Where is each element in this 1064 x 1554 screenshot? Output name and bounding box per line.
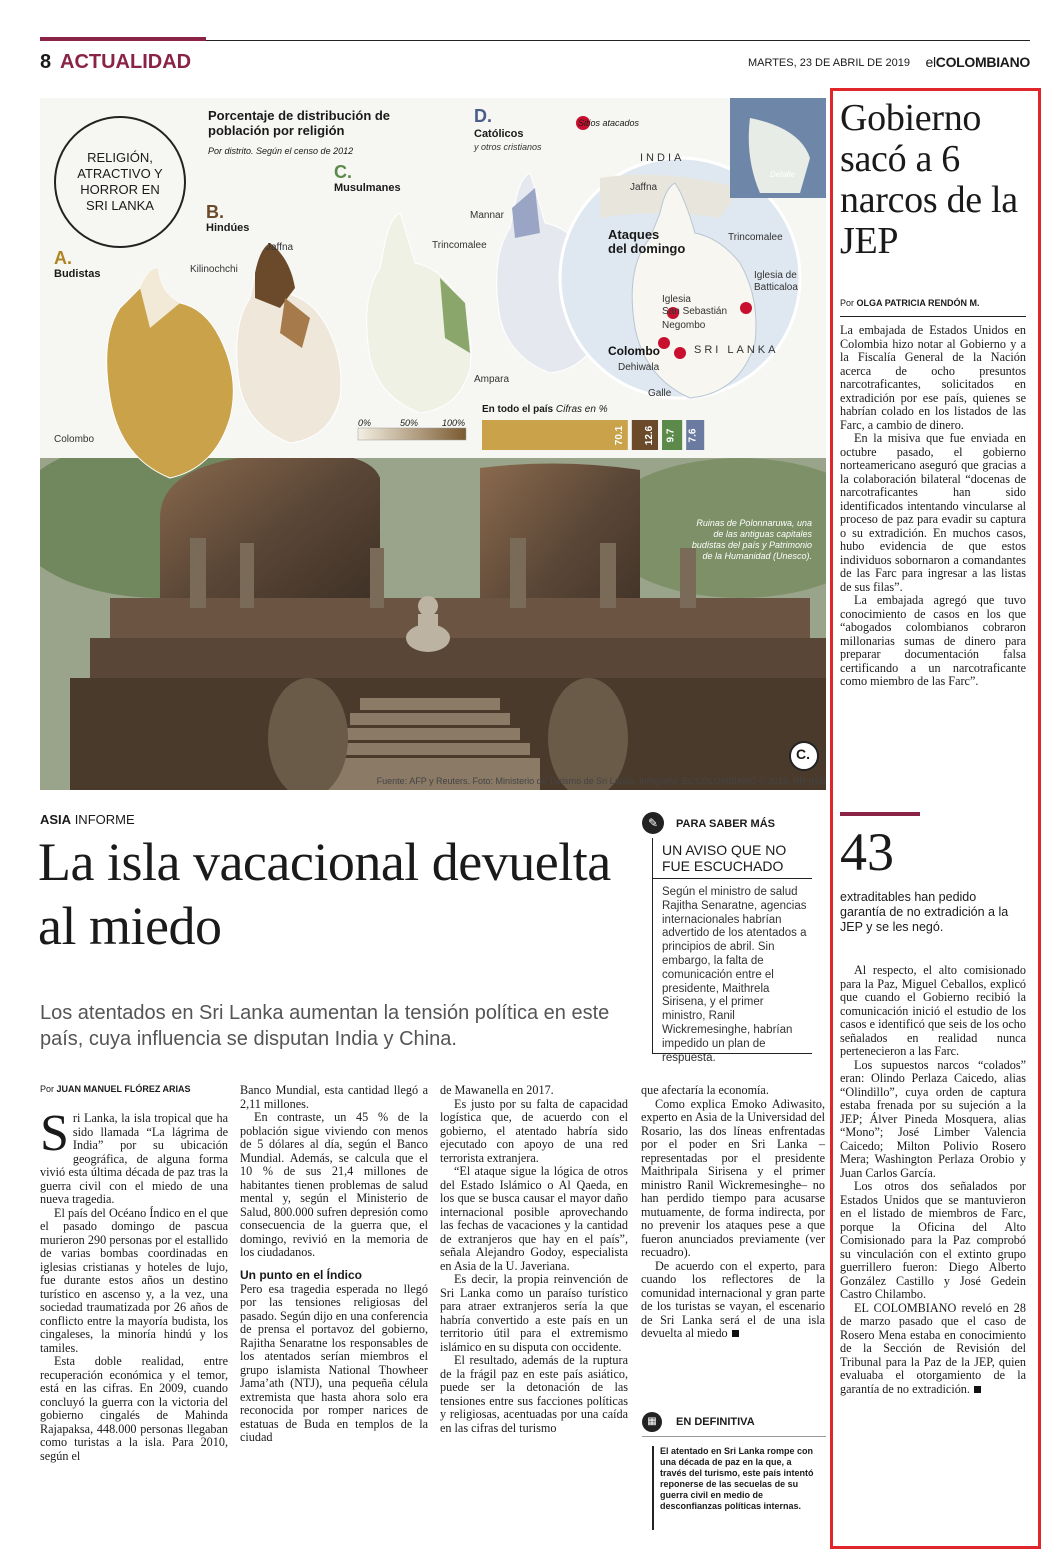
right-byline: Por OLGA PATRICIA RENDÓN M. — [840, 298, 980, 308]
country-total-title: En todo el país Cifras en % — [482, 404, 608, 415]
place-mannar: Mannar — [470, 210, 504, 221]
definitiva-title: EN DEFINITIVA — [676, 1416, 755, 1428]
religion-label-c: Musulmanes — [334, 182, 401, 194]
article-column-4 — [641, 1084, 825, 1394]
label-india: INDIA — [640, 152, 685, 164]
paragraph: El país del Océano Índico en el que el pasado domingo de pascua murieron 290 personas por el estallido de varias bombas coordinadas en iglesias cristianas y hoteles de lujo, fue durante estos años un destino turístico en ascenso y, a la vez, una sociedad traumatizada por 26 años de conflicto entre la mayoría budista, los cingaleses, la minoría hindú y los tamiles. — [40, 1205, 228, 1355]
paragraph: “El ataque sigue la lógica de otros del Estado Islámico o Al Qaeda, en los que se busca causar el mayor daño internacional posible aprovechando las fechas de vacaciones y la cantidad de extranjeros que hay en el país”, señala Alejandro Godoy, especialista en Asia de la U. Javeriana. — [440, 1164, 628, 1273]
attack-place-colombo: Colombo — [608, 344, 660, 358]
stat-number: 43 — [840, 822, 894, 882]
paragraph: Los otros dos señalados por Estados Unidos que se mantuvieron en el listado de miembros de Farc, porque la Oficina del Alto Comisionado para la Paz comprobó su vinculación con el extinto grupo guerrillero fueron: Diego Alberto González Castillo y José Gedein Castro Chilambo. — [840, 1179, 1026, 1301]
place-trincomalee: Trincomalee — [432, 240, 487, 251]
newspaper-brand: elCOLOMBIANO — [925, 54, 1030, 70]
religion-sub-d: y otros cristianos — [474, 142, 542, 152]
divider — [840, 316, 1026, 317]
label-sri-lanka: SRI LANKA — [694, 344, 779, 356]
section-name: ACTUALIDAD — [60, 51, 192, 73]
paragraph: Al respecto, el alto comisionado para la Paz, Miguel Ceballos, explicó que cuando el Gobierno recibió la comunicación inició el estudio de los casos e identificó que seis de los ocho señalados en realidad nunca pertenecieron a las Farc. — [840, 963, 1026, 1058]
distribution-title: Porcentaje de distribución de población por religión — [208, 108, 391, 138]
divider — [652, 878, 812, 879]
bar-value-label: 12.6 — [644, 425, 656, 446]
issue-date: MARTES, 23 DE ABRIL DE 2019 — [747, 57, 910, 69]
definitiva-text: El atentado en Sri Lanka rompe con una década de paz en la que, a través del turismo, este país intentó reponerse de las secuelas de su guerra civil en medio de desconfianzas políticas internas. — [660, 1446, 814, 1511]
drop-cap: S — [40, 1105, 69, 1162]
place-ampara: Ampara — [474, 374, 510, 385]
section-tab-bar — [40, 37, 206, 41]
paragraph: Los supuestos narcos “colados” eran: Olindo Perlaza Caicedo, alias “Olindillo”, cuya orden de captura estaba frenada por su sujeción a la JEP; Álver Pineda Mosquera, alias “Mono”; José Limber Valencia Caicedo; Milton Polivio Rosero Mera; Washington Perlaza Orobio y Juan Carlos García. — [840, 1057, 1026, 1180]
infographic-credit: Fuente: AFP y Reuters. Foto: Ministerio de Turismo de Sri Lanka. Infografía: EL COLOMBIANO © 2019. RR (N4) — [376, 776, 826, 786]
scale-min: 0% — [358, 418, 372, 428]
paragraph: Esta doble realidad, entre recuperación económica y el temor, está en las cifras. En 2009, cuando concluyó la guerra con la victoria del gobierno cingalés de Mahinda Rajapaksa, 448.000 personas llegaban como turistas a la isla. Para 2010, según el — [40, 1354, 228, 1463]
stat-text: extraditables han pedido garantía de no extradición a la JEP y se les negó. — [840, 890, 1009, 934]
paragraph: La embajada de Estados Unidos en Colombia hizo notar al Gobierno y a la Fiscalía General de la Nación acerca de ocho presuntos narcotraficantes, solicitados en extradición por ese país, quienes se habrían colado en los listados de las Farc, a cambio de dinero. — [840, 323, 1026, 432]
paragraph: EL COLOMBIANO reveló en 28 de marzo pasado que el caso de Rosero Mena estaba en conocimiento de la Sección de Revisión del Tribunal para la Paz de la JEP, quien evaluaba el otorgamiento de la garantía de no extradición. — [840, 1300, 1026, 1396]
article-byline: Por JUAN MANUEL FLÓREZ ARIAS — [40, 1084, 191, 1094]
religion-letter-d: D. — [474, 106, 492, 126]
paragraph: La embajada agregó que tuvo conocimiento de casos en los que “abogados colombianos cobraron millonarias sumas de dinero para preparar documentación falsa certificando a un narcotraficante como miembro de las Farc”. — [840, 593, 1026, 688]
article-column-3 — [440, 1084, 628, 1534]
article-headline: La isla vacacional devuelta al miedo — [38, 832, 611, 956]
attack-place-batticaloa: Iglesia de Batticaloa — [754, 270, 798, 293]
scale-mid: 50% — [400, 418, 419, 428]
paragraph: Como explica Emoko Adiwasito, experto en Asia de la Universidad del Rosario, las dos líneas enfrentadas por el poder en Sri Lanka –representadas por el presidente Maithripala Sirisena y el primer ministro Ranil Wickremesinghe– no han perdido tiempo para acusarse mutuamente, de forma indirecta, por no prevenir los ataques pese a que fueron anunciados previamente (ver recuadro). — [641, 1096, 825, 1259]
attack-place-san-sebastian: Iglesia San Sebastián — [662, 294, 728, 317]
paragraph: Sri Lanka, la isla tropical que ha sido llamada “La lágrima de India” por su ubicación geográfica, de alguna forma vivió esta última década de paz tras la guerra civil con el miedo de una nueva tragedia. — [40, 1105, 228, 1206]
infographic-title: RELIGIÓN, ATRACTIVO Y HORROR EN SRI LANKA — [54, 116, 186, 248]
article-column-1 — [40, 1105, 228, 1532]
bar-1 — [482, 420, 628, 450]
religion-letter-a: A. — [54, 248, 72, 268]
attack-place-trincomalee: Trincomalee — [728, 232, 783, 243]
scale-max: 100% — [442, 418, 466, 428]
place-jaffna: Jaffna — [266, 242, 294, 253]
page-number: 8 — [40, 51, 52, 73]
paragraph: de Mawanella en 2017. — [440, 1083, 554, 1097]
pin-icon: ✎ — [642, 812, 664, 834]
religion-letter-c: C. — [334, 162, 352, 182]
paragraph: Es justo por su falta de capacidad logística que, de acuerdo con el gobierno, el atentado habría sido ejecutado con apoyo de una red terrorista extranjera. — [440, 1096, 628, 1165]
paragraph: En contraste, un 45 % de la población sigue viviendo con menos de 5 dólares al día, según el Banco Mundial. Además, se calcula que el 10 % de sus 21,4 millones de habitantes tienen problemas de salud mental y, según el Ministerio de Salud, 800.000 sufren depresión como consecuencia de la guerra que, el domingo, revivió en la memoria de los ciudadanos. — [240, 1110, 428, 1259]
sidebar-heading: UN AVISO QUE NO FUE ESCUCHADO — [662, 842, 787, 874]
detail-label: Detalle — [770, 170, 795, 179]
legend-attacked-sites: Sitios atacados — [578, 118, 640, 128]
paragraph: El resultado, además de la ruptura de la frágil paz en este país asiático, puede ser la detonación de las tensiones entre sus facciones políticas y religiosas, acentuadas por una caída en las cifras del turismo — [440, 1353, 628, 1435]
sidebar-title: PARA SABER MÁS — [676, 818, 776, 830]
article-deck: Los atentados en Sri Lanka aumentan la tensión política en este país, cuya influencia se disputan India y China. — [40, 1002, 610, 1050]
end-mark — [732, 1330, 739, 1337]
religion-label-d: Católicos — [474, 128, 524, 140]
article-kicker: ASIA INFORME — [40, 812, 135, 827]
paragraph: De acuerdo con el experto, para cuando los reflectores de la comunidad internacional y gran parte de los turistas se vayan, el escenario de Sri Lanka será el de una isla devuelta al miedo — [641, 1258, 825, 1340]
attack-place-jaffna: Jaffna — [630, 182, 658, 193]
divider — [642, 1436, 826, 1437]
right-headline: Gobierno sacó a 6 narcos de la JEP — [840, 97, 1018, 262]
definitiva-bar — [652, 1446, 654, 1530]
logo-glyph: C. — [796, 746, 810, 762]
stat-accent-bar — [840, 812, 920, 816]
paragraph: Es decir, la propia reinvención de Sri Lanka como un paraíso turístico para atraer extranjeros sería la que habría convertido a este país en un territorio útil para el extremismo islámico en su disputa con occidente. — [440, 1272, 628, 1354]
attack-place-negombo: Negombo — [662, 320, 706, 331]
sidebar-text: Según el ministro de salud Rajitha Senaratne, agencias internacionales habrían advertido de los atentados a principios de abril. Sin embargo, la falta de comunicación entre el presidente, Maithrela Sirisena, y el primer ministro, Ranil Wickremesinghe, habrían impedido un plan de respuesta. — [662, 886, 807, 1064]
photo-caption: Ruinas de Polonnaruwa, una de las antiguas capitales budistas del país y Patrimonio de la Humanidad (Unesco). — [691, 518, 812, 561]
attack-place-galle: Galle — [648, 388, 672, 399]
right-body-1 — [840, 324, 1026, 689]
article-column-2 — [240, 1084, 428, 1534]
page-header — [40, 40, 1030, 76]
checker-icon: ▦ — [642, 1412, 662, 1432]
paragraph: Banco Mundial, esta cantidad llegó a 2,11 millones. — [240, 1083, 428, 1111]
place-kilinochchi: Kilinochchi — [190, 264, 238, 275]
bar-value-label: 70.1 — [614, 425, 626, 446]
religion-letter-b: B. — [206, 202, 224, 222]
paragraph: En la misiva que fue enviada en octubre pasado, el gobierno norteamericano aseguró que gracias a la colaboración bilateral “docenas de narcotraficantes han sido identificados intentando vincularse al proceso de paz para evadir su captura o su extradición. En muchos casos, hubo evidencia de que estos individuos sobornaron a comandantes de las Farc para ingresar a las listas de sus filas”. — [840, 431, 1026, 594]
distribution-subtitle: Por distrito. Según el censo de 2012 — [208, 146, 354, 156]
religion-label-a: Budistas — [54, 268, 101, 280]
subheading: Un punto en el Índico — [240, 1267, 362, 1282]
place-colombo: Colombo — [54, 434, 95, 445]
right-body-2 — [840, 964, 1026, 1396]
bar-value-label: 9.7 — [665, 428, 677, 443]
paragraph: Pero esa tragedia esperada no llegó por las tensiones religiosas del pasado. Según dijo en una conferencia de prensa el portavoz del gobierno, Rajitha Senaratne los responsables de los atentados serían miembros el grupo islamista National Thowheer Jama’ath (NTJ), una pequeña célula extremista que hasta ahora solo era reconocida por romper narices de estatuas de Buda en templos de la ciudad — [240, 1281, 428, 1444]
bar-value-label: 7.6 — [687, 428, 699, 443]
infographic — [40, 98, 826, 790]
religion-label-b: Hindúes — [206, 222, 250, 234]
attack-map-title: Ataques del domingo — [608, 227, 686, 256]
end-mark — [974, 1386, 981, 1393]
attack-place-dehiwala: Dehiwala — [618, 362, 660, 373]
paragraph: que afectaría la economía. — [641, 1083, 769, 1097]
